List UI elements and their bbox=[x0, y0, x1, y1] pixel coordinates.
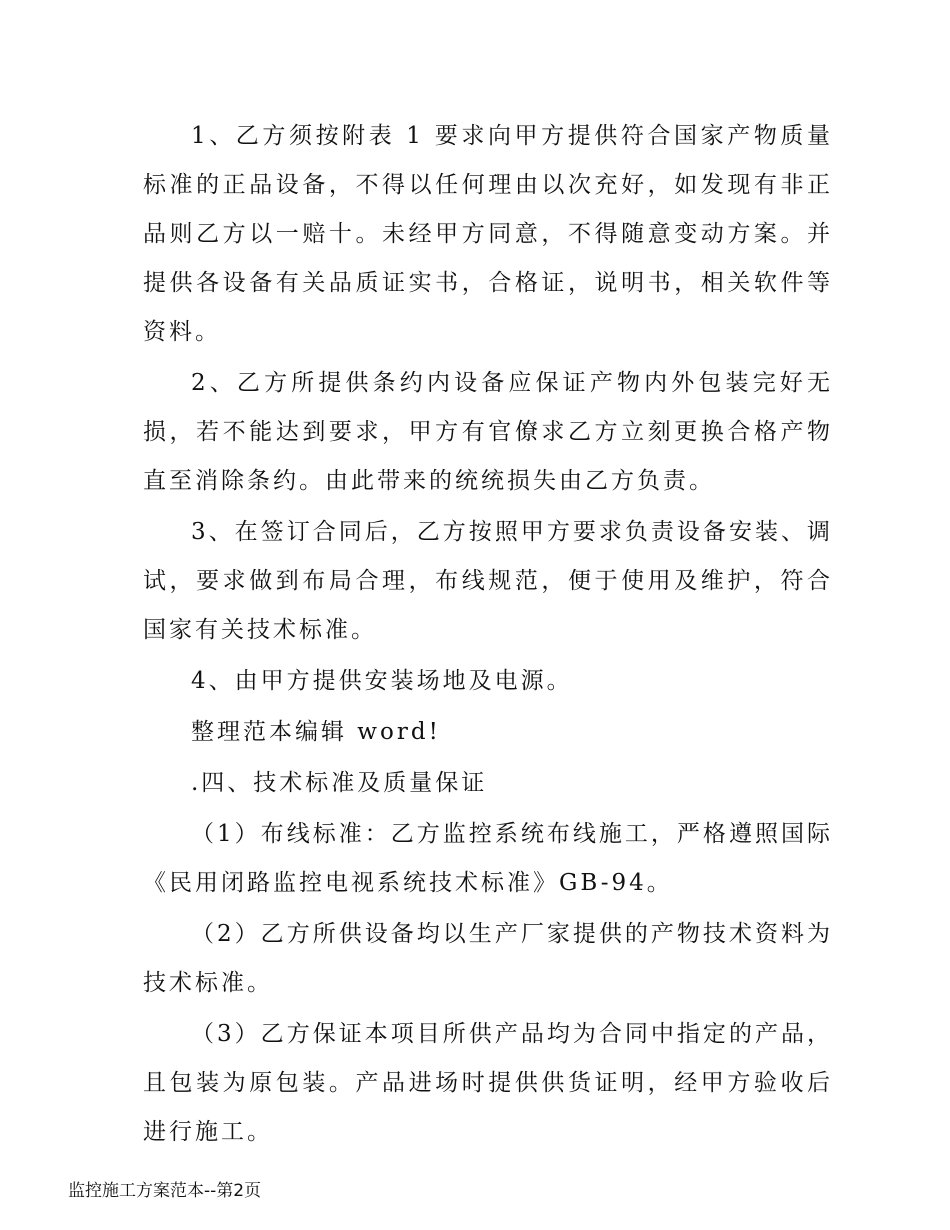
document-body bbox=[143, 112, 833, 1159]
paragraph-clause-1: 1、乙方须按附表 1 要求向甲方提供符合国家产物质量标准的正品设备，不得以任何理由以次充好，如发现有非正品则乙方以一赔十。未经甲方同意，不得随意变动方案。并提供各设备有关品质证实书，合格证，说明书，相关软件等资料。 bbox=[143, 123, 833, 345]
paragraph-standard-2: （2）乙方所供设备均以生产厂家提供的产物技术资料为技术标准。 bbox=[143, 921, 833, 996]
paragraph-clause-2: 2、乙方所提供条约内设备应保证产物内外包装完好无损，若不能达到要求，甲方有官僚求乙方立刻更换合格产物直至消除条约。由此带来的统统损失由乙方负责。 bbox=[143, 370, 833, 494]
page-footer: 监控施工方案范本--第2页 bbox=[68, 1181, 262, 1201]
paragraph-clause-3: 3、在签订合同后，乙方按照甲方要求负责设备安装、调试，要求做到布局合理，布线规范，便于使用及维护，符合国家有关技术标准。 bbox=[143, 519, 833, 643]
paragraph-watermark-note: 整理范本编辑 word! bbox=[191, 719, 441, 745]
paragraph-clause-4: 4、由甲方提供安装场地及电源。 bbox=[191, 668, 573, 694]
paragraph-standard-1: （1）布线标准：乙方监控系统布线施工，严格遵照国际《民用闭路监控电视系统技术标准》GB-94。 bbox=[143, 821, 833, 896]
section-heading: .四、技术标准及质量保证 bbox=[191, 770, 488, 796]
paragraph-standard-3: （3）乙方保证本项目所供产品均为合同中指定的产品，且包装为原包装。产品进场时提供供货证明，经甲方验收后进行施工。 bbox=[143, 1021, 833, 1145]
